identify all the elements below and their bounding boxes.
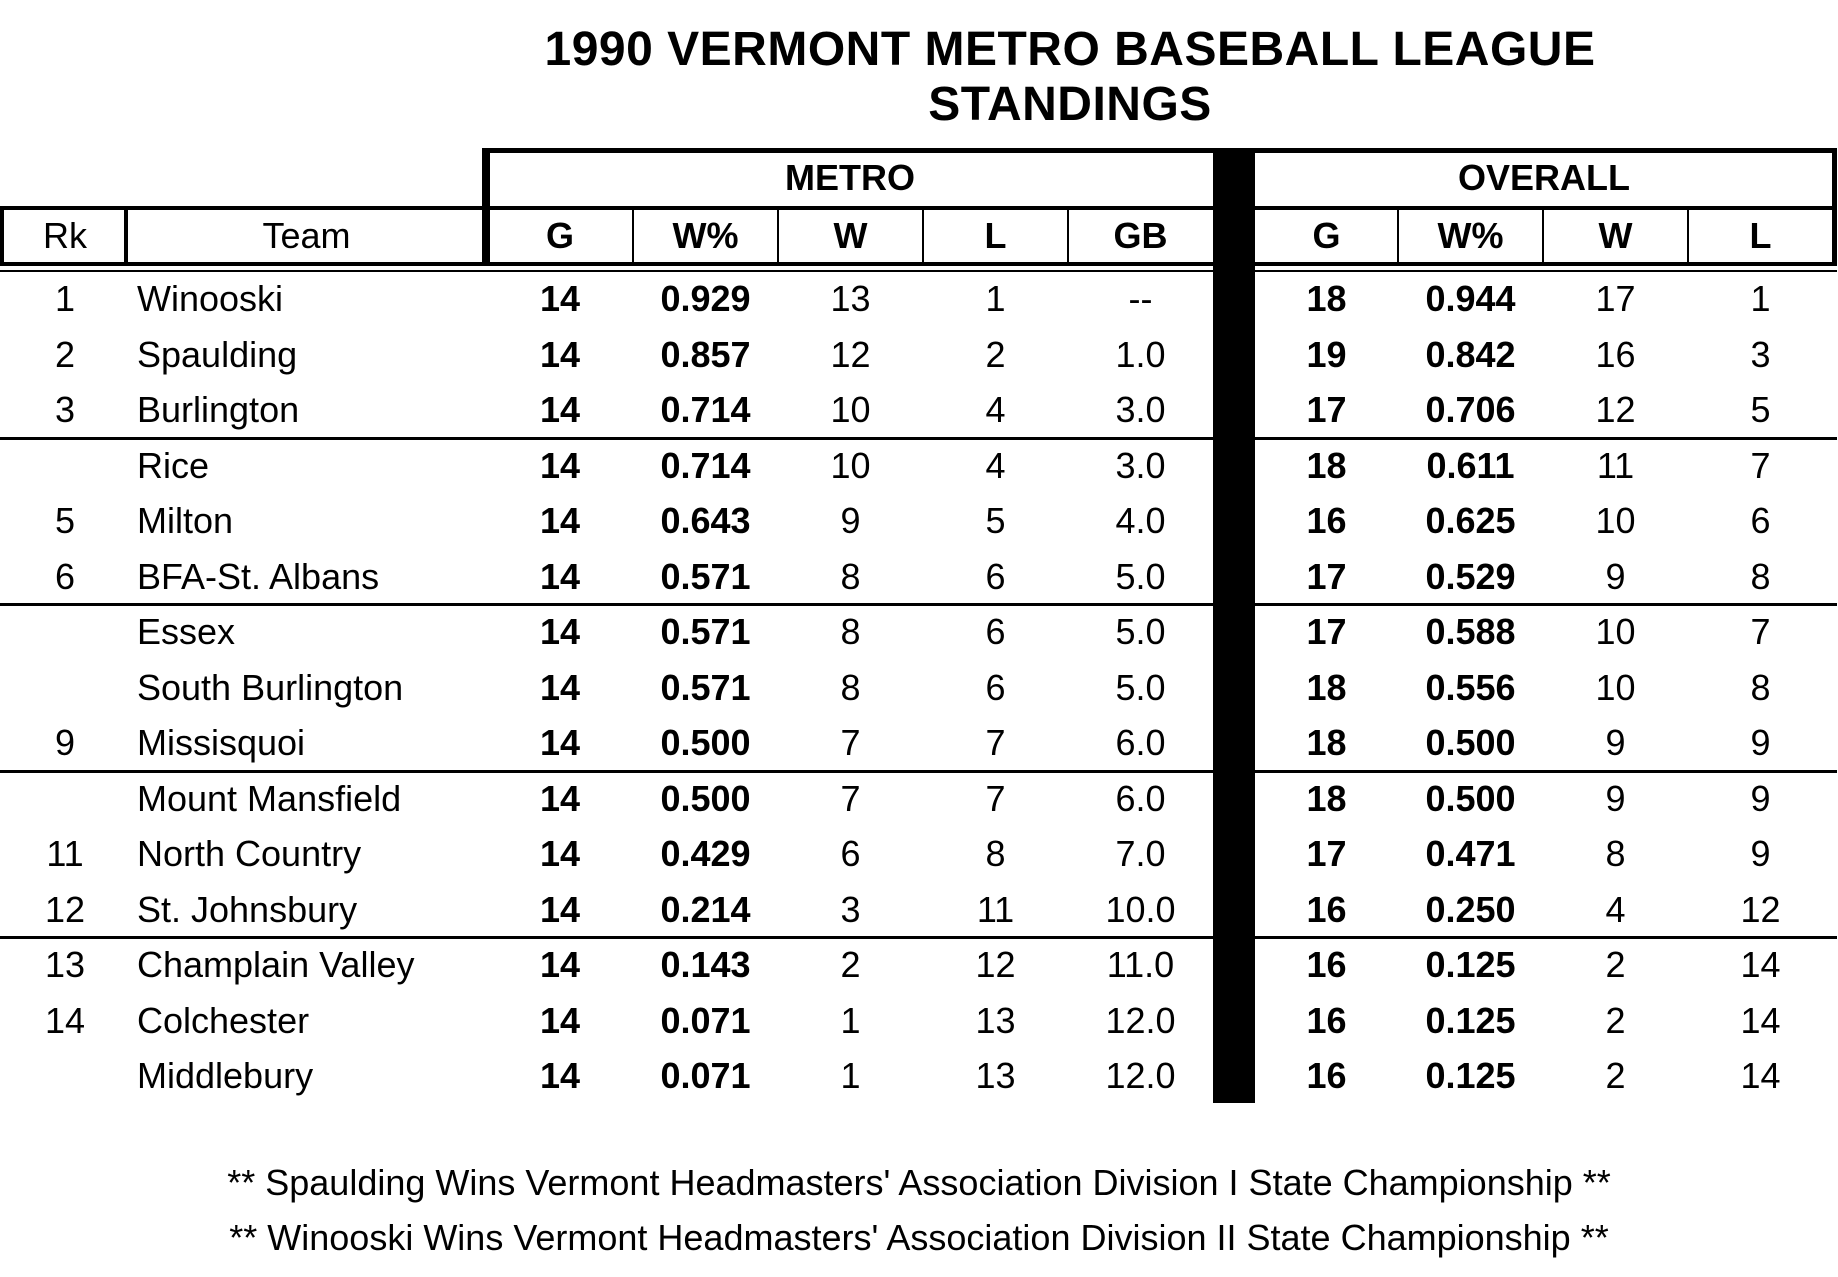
row-overall-l: 9 [1750,722,1771,763]
column-header-overall-0: G [1312,215,1341,256]
row-rank: 6 [54,555,76,597]
row-rank [4,660,126,715]
row-rank: 9 [54,722,76,763]
row-overall-w: 9 [1605,777,1626,819]
row-overall-g: 16 [1306,999,1347,1041]
row-overall-w: 12 [1595,389,1636,430]
row-metro-l: 13 [975,999,1016,1041]
row-metro-l: 4 [985,444,1006,486]
row-group-separator [0,936,1213,939]
row-metro-wpct: 0.071 [660,999,751,1041]
row-metro-gb: -- [1128,278,1153,319]
row-overall-wpct: 0.125 [1425,944,1516,985]
row-overall-wpct: 0.529 [1425,555,1516,597]
row-overall-l: 6 [1750,500,1771,541]
row-team-name: Colchester [137,999,310,1041]
row-rank: 12 [44,888,86,930]
row-rank: 2 [54,333,76,375]
row-team-name: North Country [137,833,362,874]
row-overall-l: 9 [1750,833,1771,874]
row-metro-g: 14 [539,888,581,930]
row-overall-g: 16 [1306,944,1347,985]
row-overall-g: 18 [1306,722,1347,763]
row-overall-w: 9 [1605,722,1626,763]
row-overall-wpct: 0.611 [1426,444,1515,486]
row-group-separator [0,437,1213,440]
row-metro-wpct: 0.500 [660,777,751,819]
row-rank: 13 [44,944,86,985]
row-metro-wpct: 0.714 [660,389,751,430]
row-overall-g: 17 [1306,833,1347,874]
row-rank [4,438,126,493]
group-header-overall: OVERALL [1457,157,1630,198]
row-overall-g: 16 [1306,500,1347,541]
row-overall-w: 2 [1605,999,1626,1041]
row-metro-l: 13 [975,1055,1016,1096]
row-metro-wpct: 0.071 [660,1055,751,1096]
row-team-name: Missisquoi [137,722,306,763]
row-team-name: Spaulding [137,333,298,375]
row-overall-wpct: 0.556 [1425,666,1516,708]
row-metro-w: 10 [830,389,871,430]
row-overall-w: 2 [1605,1055,1626,1096]
row-group-separator [1255,603,1837,606]
row-overall-l: 8 [1750,666,1771,708]
row-rank: 14 [44,999,86,1041]
row-metro-gb: 5.0 [1115,611,1166,652]
row-overall-w: 9 [1605,555,1626,597]
row-metro-g: 14 [539,611,581,652]
row-metro-w: 8 [840,611,861,652]
row-rank [4,1048,126,1103]
row-overall-l: 7 [1750,444,1771,486]
row-overall-g: 17 [1306,555,1347,597]
row-metro-g: 14 [539,444,581,486]
row-group-separator [1255,437,1837,440]
row-overall-l: 14 [1740,1055,1781,1096]
row-metro-gb: 3.0 [1115,389,1166,430]
row-overall-g: 17 [1306,389,1347,430]
row-overall-w: 17 [1595,278,1636,319]
row-overall-l: 1 [1750,278,1771,319]
row-metro-g: 14 [539,722,581,763]
row-metro-gb: 1.0 [1115,333,1166,375]
row-metro-g: 14 [539,833,581,874]
row-rank [4,604,126,659]
row-metro-gb: 3.0 [1115,444,1166,486]
column-header-metro-1: W% [672,215,739,256]
row-metro-l: 7 [985,777,1006,819]
row-metro-w: 7 [840,722,861,763]
row-overall-wpct: 0.842 [1425,333,1516,375]
column-header-metro-4: GB [1113,215,1168,256]
footnote-2: ** Winooski Wins Vermont Headmasters' Association Division II State Championship ** [229,1217,1609,1258]
row-metro-g: 14 [539,1055,581,1096]
row-metro-w: 10 [830,444,871,486]
row-metro-l: 5 [985,500,1006,541]
row-team-name: Champlain Valley [137,944,415,985]
row-overall-g: 16 [1306,1055,1347,1096]
row-metro-wpct: 0.214 [660,888,751,930]
row-metro-g: 14 [539,389,581,430]
row-overall-w: 8 [1605,833,1626,874]
row-overall-w: 4 [1605,888,1626,930]
row-metro-w: 6 [840,833,861,874]
row-metro-wpct: 0.429 [660,833,751,874]
row-overall-l: 7 [1750,611,1771,652]
row-metro-gb: 12.0 [1105,999,1176,1041]
row-group-separator [0,770,1213,773]
row-overall-g: 19 [1306,333,1347,375]
row-metro-w: 8 [840,666,861,708]
row-overall-wpct: 0.706 [1425,389,1516,430]
row-metro-w: 1 [840,999,861,1041]
row-overall-wpct: 0.250 [1425,888,1516,930]
row-team-name: Middlebury [137,1055,314,1096]
row-overall-g: 18 [1306,777,1347,819]
row-overall-l: 14 [1740,999,1781,1041]
row-overall-w: 16 [1595,333,1636,375]
row-metro-l: 6 [985,611,1006,652]
row-metro-l: 2 [985,333,1006,375]
row-metro-wpct: 0.571 [660,611,751,652]
row-team-name: Winooski [137,278,284,319]
row-metro-wpct: 0.857 [660,333,751,375]
row-metro-l: 7 [985,722,1006,763]
row-metro-l: 12 [975,944,1016,985]
row-overall-w: 10 [1595,500,1636,541]
row-team-name: South Burlington [137,666,404,708]
row-metro-g: 14 [539,278,581,319]
row-overall-l: 3 [1750,333,1771,375]
footnote-1: ** Spaulding Wins Vermont Headmasters' Association Division I State Championship ** [227,1162,1611,1203]
row-overall-wpct: 0.944 [1425,278,1516,319]
row-metro-g: 14 [539,555,581,597]
row-overall-l: 12 [1740,888,1781,930]
row-metro-l: 8 [985,833,1006,874]
row-metro-l: 4 [985,389,1006,430]
row-metro-wpct: 0.571 [660,666,751,708]
row-rank: 1 [54,278,76,319]
row-group-separator [0,603,1213,606]
column-header-rk: Rk [43,215,87,256]
column-header-metro-2: W [833,215,868,256]
row-overall-g: 18 [1306,666,1347,708]
row-team-name: Mount Mansfield [137,777,402,819]
row-rank: 5 [54,500,76,541]
group-header-metro: METRO [785,157,915,198]
row-rank [4,771,126,826]
row-metro-g: 14 [539,666,581,708]
row-rank: 11 [46,833,84,874]
row-metro-l: 11 [976,888,1015,930]
row-metro-gb: 4.0 [1115,500,1166,541]
row-metro-gb: 5.0 [1115,555,1166,597]
row-metro-w: 9 [840,500,861,541]
row-metro-w: 8 [840,555,861,597]
row-metro-wpct: 0.143 [660,944,751,985]
row-metro-gb: 5.0 [1115,666,1166,708]
row-team-name: Burlington [137,389,300,430]
row-metro-g: 14 [539,999,581,1041]
row-metro-gb: 6.0 [1115,722,1166,763]
column-header-metro-0: G [545,215,574,256]
column-header-team: Team [262,215,351,256]
row-overall-g: 18 [1306,278,1347,319]
column-header-overall-1: W% [1437,215,1504,256]
page-title: 1990 VERMONT METRO BASEBALL LEAGUE STANDINGS [544,23,1596,131]
row-team-name: Milton [137,500,234,541]
row-overall-l: 8 [1750,555,1771,597]
row-metro-gb: 7.0 [1115,833,1166,874]
row-metro-gb: 11.0 [1106,944,1175,985]
row-metro-g: 14 [539,333,581,375]
row-overall-wpct: 0.471 [1425,833,1516,874]
row-metro-gb: 12.0 [1105,1055,1176,1096]
row-overall-g: 17 [1306,611,1347,652]
row-metro-w: 13 [830,278,871,319]
row-overall-l: 14 [1740,944,1781,985]
row-metro-l: 6 [985,666,1006,708]
row-overall-wpct: 0.625 [1425,500,1516,541]
row-overall-wpct: 0.500 [1425,722,1516,763]
row-metro-w: 2 [840,944,861,985]
metro-overall-divider [1213,148,1255,1103]
row-overall-g: 16 [1306,888,1347,930]
row-metro-wpct: 0.929 [660,278,751,319]
row-metro-wpct: 0.643 [660,500,751,541]
row-overall-l: 9 [1750,777,1771,819]
row-overall-w: 10 [1595,611,1636,652]
column-header-metro-3: L [984,215,1007,256]
row-group-separator [1255,936,1837,939]
row-overall-w: 10 [1595,666,1636,708]
row-metro-w: 1 [840,1055,861,1096]
row-overall-l: 5 [1750,389,1771,430]
row-metro-w: 12 [830,333,871,375]
row-metro-g: 14 [539,944,581,985]
row-team-name: St. Johnsbury [137,888,358,930]
row-metro-w: 3 [840,888,861,930]
row-overall-wpct: 0.125 [1425,999,1516,1041]
row-rank: 3 [54,389,76,430]
row-overall-w: 11 [1596,444,1635,486]
row-metro-wpct: 0.571 [660,555,751,597]
column-header-overall-2: W [1598,215,1633,256]
row-overall-wpct: 0.500 [1425,777,1516,819]
row-overall-w: 2 [1605,944,1626,985]
row-metro-g: 14 [539,777,581,819]
row-metro-l: 1 [985,278,1006,319]
row-group-separator [1255,770,1837,773]
row-metro-wpct: 0.714 [660,444,751,486]
row-metro-gb: 6.0 [1115,777,1166,819]
row-metro-l: 6 [985,555,1006,597]
row-overall-wpct: 0.588 [1425,611,1516,652]
row-metro-gb: 10.0 [1105,888,1176,930]
row-team-name: Rice [137,444,210,486]
row-metro-wpct: 0.500 [660,722,751,763]
row-team-name: Essex [137,611,236,652]
row-overall-g: 18 [1306,444,1347,486]
column-header-overall-3: L [1749,215,1772,256]
row-team-name: BFA-St. Albans [137,555,380,597]
row-metro-g: 14 [539,500,581,541]
row-metro-w: 7 [840,777,861,819]
row-overall-wpct: 0.125 [1425,1055,1516,1096]
